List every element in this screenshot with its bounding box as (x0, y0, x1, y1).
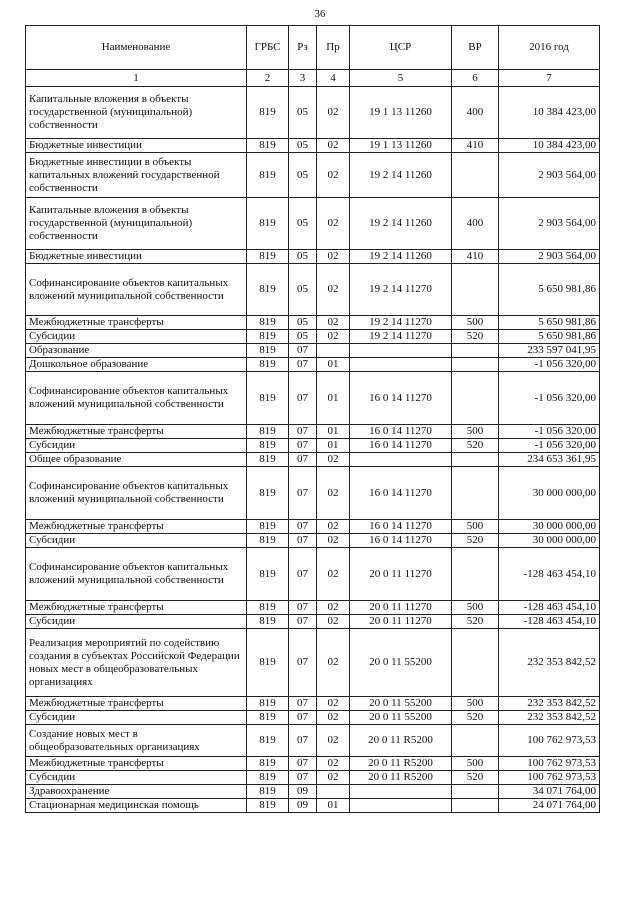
row-vr (452, 453, 499, 467)
row-vr (452, 799, 499, 813)
row-name: Субсидии (26, 439, 247, 453)
row-vr (452, 467, 499, 520)
row-name: Субсидии (26, 615, 247, 629)
row-name: Бюджетные инвестиции (26, 250, 247, 264)
row-pr: 02 (317, 87, 350, 139)
row-vr: 500 (452, 757, 499, 771)
row-amount: 2 903 564,00 (499, 198, 600, 250)
row-amount: -1 056 320,00 (499, 358, 600, 372)
row-name: Стационарная медицинская помощь (26, 799, 247, 813)
row-pr: 02 (317, 757, 350, 771)
row-csr (350, 358, 452, 372)
row-pr: 02 (317, 264, 350, 316)
row-name: Межбюджетные трансферты (26, 601, 247, 615)
row-rz: 07 (289, 358, 317, 372)
row-amount: 30 000 000,00 (499, 467, 600, 520)
row-rz: 07 (289, 725, 317, 757)
row-amount: 2 903 564,00 (499, 153, 600, 198)
row-vr (452, 629, 499, 697)
row-pr: 02 (317, 711, 350, 725)
row-grbs: 819 (247, 439, 289, 453)
row-pr: 02 (317, 771, 350, 785)
row-pr: 02 (317, 629, 350, 697)
row-pr: 02 (317, 697, 350, 711)
table-row (26, 757, 600, 771)
row-rz: 07 (289, 757, 317, 771)
table-row (26, 467, 600, 520)
row-amount: 234 653 361,95 (499, 453, 600, 467)
col-number: 2 (247, 70, 289, 87)
row-pr: 02 (317, 316, 350, 330)
row-rz: 07 (289, 548, 317, 601)
row-grbs: 819 (247, 467, 289, 520)
row-grbs: 819 (247, 799, 289, 813)
row-rz: 07 (289, 615, 317, 629)
table-row (26, 629, 600, 697)
table-row (26, 250, 600, 264)
row-vr: 400 (452, 198, 499, 250)
row-csr: 19 2 14 11270 (350, 264, 452, 316)
row-rz: 07 (289, 467, 317, 520)
row-grbs: 819 (247, 358, 289, 372)
row-amount: -1 056 320,00 (499, 372, 600, 425)
row-pr: 01 (317, 358, 350, 372)
row-csr: 16 0 14 11270 (350, 425, 452, 439)
row-csr (350, 344, 452, 358)
row-vr: 520 (452, 771, 499, 785)
row-vr (452, 358, 499, 372)
row-pr: 02 (317, 615, 350, 629)
row-amount: 100 762 973,53 (499, 771, 600, 785)
row-vr (452, 344, 499, 358)
row-vr (452, 725, 499, 757)
row-name: Межбюджетные трансферты (26, 316, 247, 330)
row-amount: 100 762 973,53 (499, 725, 600, 757)
row-csr: 20 0 11 11270 (350, 548, 452, 601)
row-rz: 09 (289, 785, 317, 799)
row-name: Межбюджетные трансферты (26, 757, 247, 771)
table-row (26, 520, 600, 534)
row-vr: 520 (452, 439, 499, 453)
table-row (26, 771, 600, 785)
row-name: Бюджетные инвестиции в объекты капитальных вложений государственной собственности (26, 153, 247, 198)
row-vr: 410 (452, 139, 499, 153)
row-grbs: 819 (247, 453, 289, 467)
col-number: 6 (452, 70, 499, 87)
row-pr: 02 (317, 250, 350, 264)
table-row (26, 330, 600, 344)
row-amount: -128 463 454,10 (499, 548, 600, 601)
row-grbs: 819 (247, 139, 289, 153)
table-row (26, 601, 600, 615)
row-rz: 09 (289, 799, 317, 813)
row-vr: 500 (452, 520, 499, 534)
row-grbs: 819 (247, 757, 289, 771)
row-vr (452, 153, 499, 198)
row-rz: 07 (289, 439, 317, 453)
table-row (26, 453, 600, 467)
row-name: Софинансирование объектов капитальных вложений муниципальной собственности (26, 548, 247, 601)
col-number: 5 (350, 70, 452, 87)
row-vr: 520 (452, 330, 499, 344)
col-number: 3 (289, 70, 317, 87)
row-amount: 232 353 842,52 (499, 629, 600, 697)
row-pr (317, 785, 350, 799)
row-name: Субсидии (26, 330, 247, 344)
table-body (26, 87, 600, 813)
row-csr: 16 0 14 11270 (350, 520, 452, 534)
table-row (26, 198, 600, 250)
row-grbs: 819 (247, 548, 289, 601)
row-vr (452, 548, 499, 601)
row-csr: 19 1 13 11260 (350, 139, 452, 153)
row-name: Субсидии (26, 771, 247, 785)
col-header-csr: ЦСР (350, 26, 452, 70)
row-grbs: 819 (247, 534, 289, 548)
row-csr: 20 0 11 11270 (350, 601, 452, 615)
row-grbs: 819 (247, 615, 289, 629)
row-amount: 10 384 423,00 (499, 139, 600, 153)
row-name: Создание новых мест в общеобразовательных организациях (26, 725, 247, 757)
row-amount: 232 353 842,52 (499, 711, 600, 725)
row-csr: 16 0 14 11270 (350, 534, 452, 548)
row-amount: 30 000 000,00 (499, 520, 600, 534)
row-pr: 01 (317, 425, 350, 439)
table-row (26, 725, 600, 757)
row-amount: 10 384 423,00 (499, 87, 600, 139)
row-name: Капитальные вложения в объекты государственной (муниципальной) собственности (26, 198, 247, 250)
row-csr: 16 0 14 11270 (350, 372, 452, 425)
column-number-row (26, 70, 600, 87)
col-header-grbs: ГРБС (247, 26, 289, 70)
row-rz: 07 (289, 629, 317, 697)
row-csr: 19 2 14 11270 (350, 316, 452, 330)
row-pr (317, 344, 350, 358)
row-rz: 05 (289, 316, 317, 330)
row-rz: 07 (289, 697, 317, 711)
row-grbs: 819 (247, 725, 289, 757)
table-row (26, 534, 600, 548)
row-csr: 19 2 14 11260 (350, 198, 452, 250)
row-rz: 07 (289, 425, 317, 439)
row-grbs: 819 (247, 629, 289, 697)
row-pr: 02 (317, 520, 350, 534)
table-row (26, 264, 600, 316)
row-grbs: 819 (247, 711, 289, 725)
table-header-row (26, 26, 600, 70)
row-rz: 05 (289, 153, 317, 198)
row-vr: 520 (452, 615, 499, 629)
row-csr (350, 785, 452, 799)
table-row (26, 153, 600, 198)
table-row (26, 785, 600, 799)
row-pr: 02 (317, 330, 350, 344)
row-rz: 05 (289, 87, 317, 139)
row-csr: 20 0 11 R5200 (350, 757, 452, 771)
row-csr: 19 2 14 11260 (350, 153, 452, 198)
row-pr: 02 (317, 601, 350, 615)
row-pr: 01 (317, 372, 350, 425)
row-name: Межбюджетные трансферты (26, 697, 247, 711)
row-name: Здравоохранение (26, 785, 247, 799)
table-row (26, 711, 600, 725)
row-csr: 20 0 11 55200 (350, 697, 452, 711)
row-name: Общее образование (26, 453, 247, 467)
row-amount: 2 903 564,00 (499, 250, 600, 264)
row-grbs: 819 (247, 785, 289, 799)
row-grbs: 819 (247, 344, 289, 358)
row-vr (452, 372, 499, 425)
row-csr (350, 453, 452, 467)
row-grbs: 819 (247, 153, 289, 198)
row-name: Софинансирование объектов капитальных вложений муниципальной собственности (26, 372, 247, 425)
row-csr: 20 0 11 R5200 (350, 725, 452, 757)
row-csr: 20 0 11 55200 (350, 711, 452, 725)
row-amount: 5 650 981,86 (499, 330, 600, 344)
row-vr: 500 (452, 316, 499, 330)
row-rz: 07 (289, 372, 317, 425)
table-row (26, 615, 600, 629)
row-pr: 02 (317, 139, 350, 153)
row-rz: 05 (289, 330, 317, 344)
row-rz: 07 (289, 771, 317, 785)
row-name: Межбюджетные трансферты (26, 520, 247, 534)
row-grbs: 819 (247, 372, 289, 425)
row-vr: 520 (452, 534, 499, 548)
row-name: Капитальные вложения в объекты государственной (муниципальной) собственности (26, 87, 247, 139)
row-grbs: 819 (247, 87, 289, 139)
row-rz: 05 (289, 139, 317, 153)
row-vr: 500 (452, 601, 499, 615)
row-name: Бюджетные инвестиции (26, 139, 247, 153)
row-rz: 05 (289, 264, 317, 316)
row-grbs: 819 (247, 601, 289, 615)
row-vr: 400 (452, 87, 499, 139)
table-row (26, 358, 600, 372)
row-vr (452, 785, 499, 799)
row-pr: 02 (317, 725, 350, 757)
row-grbs: 819 (247, 425, 289, 439)
row-csr: 20 0 11 11270 (350, 615, 452, 629)
table-row (26, 372, 600, 425)
budget-table (25, 25, 600, 813)
row-grbs: 819 (247, 520, 289, 534)
row-grbs: 819 (247, 697, 289, 711)
row-csr: 20 0 11 R5200 (350, 771, 452, 785)
row-rz: 07 (289, 601, 317, 615)
row-amount: -1 056 320,00 (499, 439, 600, 453)
table-row (26, 316, 600, 330)
row-rz: 07 (289, 520, 317, 534)
col-header-year: 2016 год (499, 26, 600, 70)
col-header-vr: ВР (452, 26, 499, 70)
table-row (26, 139, 600, 153)
row-pr: 02 (317, 198, 350, 250)
row-name: Софинансирование объектов капитальных вложений муниципальной собственности (26, 264, 247, 316)
row-amount: 5 650 981,86 (499, 316, 600, 330)
page-number: 36 (314, 8, 326, 20)
row-name: Образование (26, 344, 247, 358)
row-pr: 02 (317, 453, 350, 467)
row-rz: 05 (289, 198, 317, 250)
table-row (26, 799, 600, 813)
row-pr: 02 (317, 534, 350, 548)
row-csr: 19 2 14 11260 (350, 250, 452, 264)
row-amount: 5 650 981,86 (499, 264, 600, 316)
row-grbs: 819 (247, 316, 289, 330)
row-pr: 02 (317, 548, 350, 601)
row-amount: -1 056 320,00 (499, 425, 600, 439)
row-grbs: 819 (247, 771, 289, 785)
row-name: Софинансирование объектов капитальных вложений муниципальной собственности (26, 467, 247, 520)
row-amount: 30 000 000,00 (499, 534, 600, 548)
row-csr: 16 0 14 11270 (350, 439, 452, 453)
row-csr: 20 0 11 55200 (350, 629, 452, 697)
col-number: 7 (499, 70, 600, 87)
row-grbs: 819 (247, 250, 289, 264)
table-row (26, 697, 600, 711)
col-header-name: Наименование (26, 26, 247, 70)
col-header-pr: Пр (317, 26, 350, 70)
col-number: 4 (317, 70, 350, 87)
col-number: 1 (26, 70, 247, 87)
row-csr: 19 2 14 11270 (350, 330, 452, 344)
row-pr: 02 (317, 153, 350, 198)
table-row (26, 87, 600, 139)
row-name: Субсидии (26, 711, 247, 725)
row-vr: 410 (452, 250, 499, 264)
row-name: Дошкольное образование (26, 358, 247, 372)
row-grbs: 819 (247, 198, 289, 250)
row-vr: 500 (452, 697, 499, 711)
row-csr: 19 1 13 11260 (350, 87, 452, 139)
table-row (26, 425, 600, 439)
table-row (26, 439, 600, 453)
row-name: Реализация мероприятий по содействию создания в субъектах Российской Федерации новых мест в общеобразовательных организациях (26, 629, 247, 697)
row-rz: 07 (289, 534, 317, 548)
row-grbs: 819 (247, 264, 289, 316)
row-vr: 520 (452, 711, 499, 725)
row-rz: 07 (289, 453, 317, 467)
row-rz: 07 (289, 344, 317, 358)
row-csr (350, 799, 452, 813)
row-grbs: 819 (247, 330, 289, 344)
table-row (26, 548, 600, 601)
row-amount: 34 071 764,00 (499, 785, 600, 799)
row-vr: 500 (452, 425, 499, 439)
row-rz: 05 (289, 250, 317, 264)
row-name: Субсидии (26, 534, 247, 548)
row-vr (452, 264, 499, 316)
table-row (26, 344, 600, 358)
row-amount: 24 071 764,00 (499, 799, 600, 813)
row-name: Межбюджетные трансферты (26, 425, 247, 439)
col-header-rz: Рз (289, 26, 317, 70)
row-amount: 232 353 842,52 (499, 697, 600, 711)
row-csr: 16 0 14 11270 (350, 467, 452, 520)
row-pr: 01 (317, 799, 350, 813)
row-pr: 01 (317, 439, 350, 453)
row-amount: 100 762 973,53 (499, 757, 600, 771)
row-amount: 233 597 041,95 (499, 344, 600, 358)
row-rz: 07 (289, 711, 317, 725)
row-amount: -128 463 454,10 (499, 615, 600, 629)
row-pr: 02 (317, 467, 350, 520)
row-amount: -128 463 454,10 (499, 601, 600, 615)
